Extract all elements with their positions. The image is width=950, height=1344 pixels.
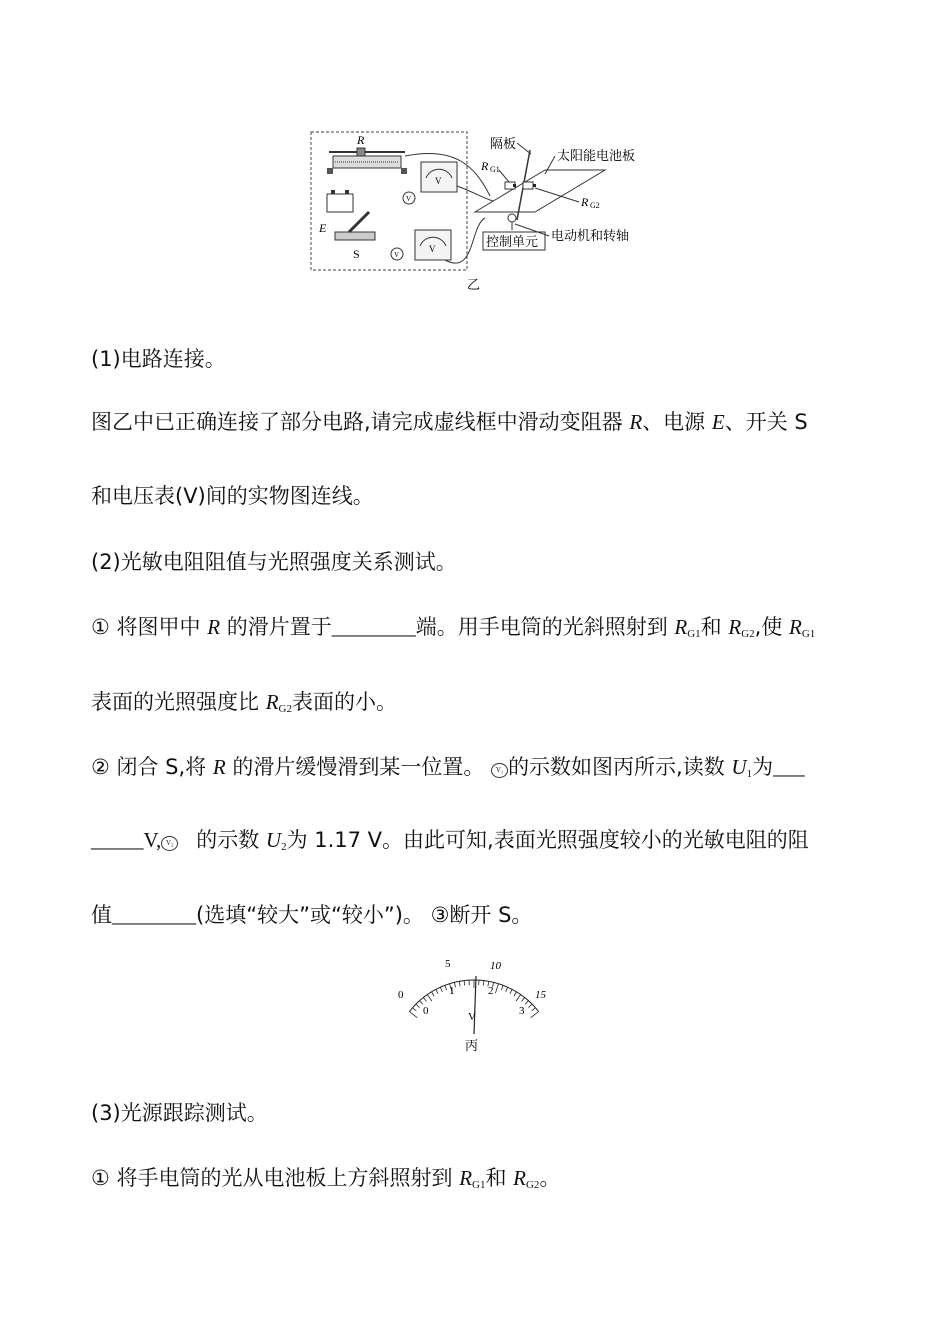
caption-bing: 丙 bbox=[465, 1039, 479, 1054]
dial-tick bbox=[427, 995, 432, 1002]
label-E: E bbox=[319, 221, 327, 235]
dial-tick bbox=[532, 1008, 536, 1011]
dial-tick bbox=[440, 987, 442, 992]
dial-tick bbox=[529, 1004, 533, 1008]
text: 为 bbox=[752, 755, 774, 779]
text: 。 bbox=[539, 1166, 561, 1190]
section2-step1-line1 bbox=[91, 612, 815, 649]
answer-blank-2a[interactable]: ___ bbox=[773, 755, 805, 779]
label-RG2-sub: G2 bbox=[590, 201, 600, 210]
dial-tick bbox=[525, 1001, 528, 1005]
section1-heading-text: (1)电路连接。 bbox=[91, 347, 226, 371]
section1-line1 bbox=[91, 407, 808, 437]
label-RG2: R bbox=[581, 195, 589, 209]
section3-heading bbox=[91, 1098, 268, 1128]
dial-tick bbox=[464, 981, 465, 986]
dial-tick bbox=[514, 992, 517, 996]
var-R: R bbox=[212, 755, 226, 779]
dial-tick bbox=[506, 987, 508, 992]
inner-tick-3: 3 bbox=[519, 1005, 525, 1017]
outer-tick-15: 15 bbox=[535, 989, 546, 1001]
dial-tick bbox=[459, 981, 460, 986]
inner-tick-1: 1 bbox=[449, 985, 455, 997]
text: 值 bbox=[91, 903, 112, 927]
text: 和电压表(V)间的实物图连线。 bbox=[91, 484, 374, 508]
var-RG1: R bbox=[789, 615, 802, 639]
dial-tick bbox=[454, 982, 455, 987]
text: 表面的光照强度比 bbox=[91, 690, 266, 714]
var-U2: U bbox=[265, 828, 282, 852]
outer-tick-5: 5 bbox=[445, 958, 451, 970]
label-S: S bbox=[353, 247, 360, 261]
text: 、电源 bbox=[642, 410, 712, 434]
text: 的示数如图丙所示,读数 bbox=[508, 755, 732, 779]
text: 端。用手电筒的光斜照射到 bbox=[415, 615, 675, 639]
text: 为 1.17 V。由此可知,表面光照强度较小的光敏电阻的阻 bbox=[286, 828, 809, 852]
section1-line2 bbox=[91, 481, 374, 511]
text: 表面的小。 bbox=[291, 690, 397, 714]
text: 和 bbox=[485, 1166, 514, 1190]
dial-tick bbox=[531, 1012, 539, 1018]
answer-blank-1[interactable]: ________ bbox=[331, 615, 416, 639]
svg-text:V: V bbox=[394, 251, 400, 259]
voltmeter-v2-icon: V₂ bbox=[161, 836, 178, 851]
dial-tick bbox=[420, 1001, 423, 1005]
label-V1: V bbox=[435, 176, 442, 186]
caption-yi: 乙 bbox=[467, 278, 481, 293]
sub-G1: G1 bbox=[687, 628, 701, 640]
section3-heading-text: (3)光源跟踪测试。 bbox=[91, 1101, 268, 1125]
dial-tick bbox=[416, 1004, 420, 1008]
text: 图乙中已正确连接了部分电路,请完成虚线框中滑动变阻器 bbox=[91, 410, 630, 434]
var-R: R bbox=[629, 410, 643, 434]
battery-E bbox=[327, 190, 353, 212]
var-R: R bbox=[207, 615, 221, 639]
text: ,使 bbox=[754, 615, 789, 639]
svg-text:V: V bbox=[406, 195, 412, 203]
sub-G2: G2 bbox=[278, 703, 292, 715]
section2-heading-text: (2)光敏电阻阻值与光照强度关系测试。 bbox=[91, 550, 457, 574]
section2-step1-line2 bbox=[91, 687, 397, 724]
dial-tick bbox=[445, 985, 447, 990]
dial-tick bbox=[510, 989, 512, 993]
text: ② 闭合 S,将 bbox=[91, 755, 213, 779]
label-partition: 隔板 bbox=[490, 137, 517, 152]
text: ① 将手电筒的光从电池板上方斜照射到 bbox=[91, 1166, 460, 1190]
dial-tick bbox=[516, 995, 521, 1002]
label-motor: 电动机和转轴 bbox=[551, 229, 630, 244]
label-V2: V bbox=[429, 244, 436, 254]
text: 的滑片置于 bbox=[220, 615, 332, 639]
dial-tick bbox=[436, 989, 438, 993]
sub-G1: G1 bbox=[801, 628, 816, 640]
text: 的滑片缓慢滑到某一位置。 bbox=[225, 755, 485, 779]
label-solar-panel: 太阳能电池板 bbox=[557, 149, 636, 164]
outer-tick-0: 0 bbox=[398, 989, 404, 1001]
label-control: 控制单元 bbox=[486, 235, 539, 250]
section2-step2-line2 bbox=[91, 825, 809, 862]
label-RG1: R bbox=[481, 159, 489, 173]
section1-heading bbox=[91, 344, 226, 374]
section3-step1 bbox=[91, 1163, 560, 1200]
switch-S bbox=[335, 212, 375, 240]
dial-tick bbox=[423, 998, 426, 1002]
section2-heading bbox=[91, 547, 457, 577]
dial-tick bbox=[495, 984, 498, 994]
text: 的示数 bbox=[196, 828, 266, 852]
section2-step2-line1 bbox=[91, 752, 805, 789]
figure-bing bbox=[390, 952, 560, 1060]
text: V, bbox=[143, 828, 162, 852]
var-E: E bbox=[711, 410, 725, 434]
var-RG1: R bbox=[459, 1166, 473, 1190]
rheostat-R bbox=[327, 148, 407, 174]
text: (选填“较大”或“较小”)。 ③断开 S。 bbox=[196, 903, 533, 927]
sub-G2: G2 bbox=[525, 1179, 540, 1191]
text: 和 bbox=[700, 615, 729, 639]
dial-tick bbox=[483, 981, 484, 986]
sub-1: 1 bbox=[746, 768, 753, 780]
dial-tick bbox=[409, 1012, 417, 1018]
voltmeter-v1-icon: V₁ bbox=[491, 763, 508, 778]
sub-2: 2 bbox=[281, 841, 287, 853]
figure-yi bbox=[305, 126, 665, 296]
var-RG2: R bbox=[513, 1166, 526, 1190]
outer-tick-10: 10 bbox=[490, 960, 501, 972]
dial-tick bbox=[501, 985, 503, 990]
voltmeter-2 bbox=[391, 230, 451, 260]
voltmeter-1 bbox=[403, 162, 457, 204]
dial-unit: V bbox=[468, 1011, 476, 1023]
var-RG1: R bbox=[674, 615, 688, 639]
var-U1: U bbox=[731, 755, 747, 779]
dial-tick bbox=[522, 998, 525, 1002]
dial-tick bbox=[413, 1008, 417, 1011]
var-RG2: R bbox=[265, 690, 279, 714]
inner-tick-0: 0 bbox=[423, 1005, 429, 1017]
label-R: R bbox=[357, 133, 365, 147]
text: ① 将图甲中 bbox=[91, 615, 208, 639]
label-RG1-sub: G1 bbox=[490, 165, 500, 174]
inner-tick-2: 2 bbox=[488, 985, 494, 997]
sub-G2: G2 bbox=[741, 628, 755, 640]
section2-step2-line3 bbox=[91, 900, 532, 930]
answer-blank-3[interactable]: ________ bbox=[112, 903, 196, 927]
answer-blank-2b[interactable]: _____ bbox=[91, 828, 144, 852]
sub-G1: G1 bbox=[472, 1179, 486, 1191]
text: 、开关 S bbox=[724, 410, 808, 434]
dial-tick bbox=[432, 992, 435, 996]
var-RG2: R bbox=[728, 615, 742, 639]
